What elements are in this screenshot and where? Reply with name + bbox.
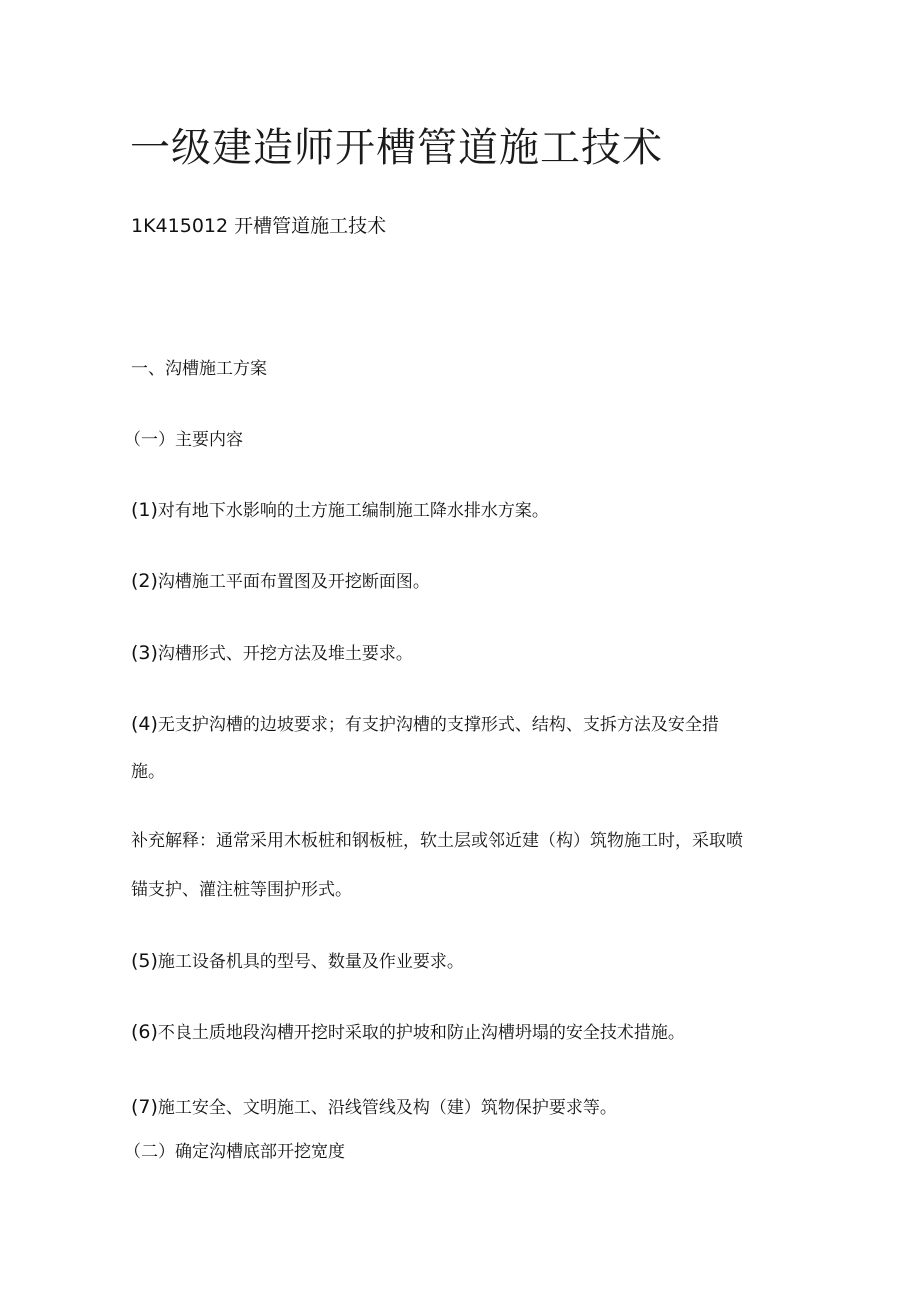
subsection-heading: （一）主要内容 <box>124 430 243 450</box>
list-item-number: (5) <box>131 950 158 972</box>
list-item <box>131 501 549 520</box>
page-title: 一级建造师开槽管道施工技术 <box>130 125 663 171</box>
list-item-text: 沟槽形式、开挖方法及堆土要求。 <box>157 644 413 664</box>
list-item <box>131 1098 617 1117</box>
supplement-line: 锚支护、灌注桩等围护形式。 <box>131 880 352 900</box>
subsection-heading: （二）确定沟槽底部开挖宽度 <box>124 1142 345 1162</box>
list-item-text: 无支护沟槽的边坡要求；有支护沟槽的支撑形式、结构、支拆方法及安全措 <box>157 715 719 735</box>
list-item-text: 不良土质地段沟槽开挖时采取的护坡和防止沟槽坍塌的安全技术措施。 <box>157 1023 685 1043</box>
section-heading: 一、沟槽施工方案 <box>131 359 267 379</box>
list-item-number: (3) <box>131 642 158 664</box>
list-item <box>131 644 413 663</box>
supplement-line: 补充解释：通常采用木板桩和钢板桩，软土层或邻近建（构）筑物施工时，采取喷 <box>131 831 743 851</box>
list-item-number: (6) <box>131 1021 158 1043</box>
list-item <box>131 1023 685 1042</box>
list-item-text: 施工设备机具的型号、数量及作业要求。 <box>157 952 464 972</box>
page-subtitle: 1K415012 开槽管道施工技术 <box>131 215 387 237</box>
list-item <box>131 952 464 971</box>
list-item-text: 沟槽施工平面布置图及开挖断面图。 <box>157 572 430 592</box>
list-item-number: (2) <box>131 570 158 592</box>
list-item <box>131 715 719 734</box>
list-item-number: (4) <box>131 713 158 735</box>
list-item-continuation: 施。 <box>131 762 165 782</box>
list-item-number: (7) <box>131 1096 158 1118</box>
list-item <box>131 572 430 591</box>
list-item-text: 对有地下水影响的土方施工编制施工降水排水方案。 <box>157 501 549 521</box>
list-item-number: (1) <box>131 499 158 521</box>
list-item-text: 施工安全、文明施工、沿线管线及构（建）筑物保护要求等。 <box>157 1098 617 1118</box>
